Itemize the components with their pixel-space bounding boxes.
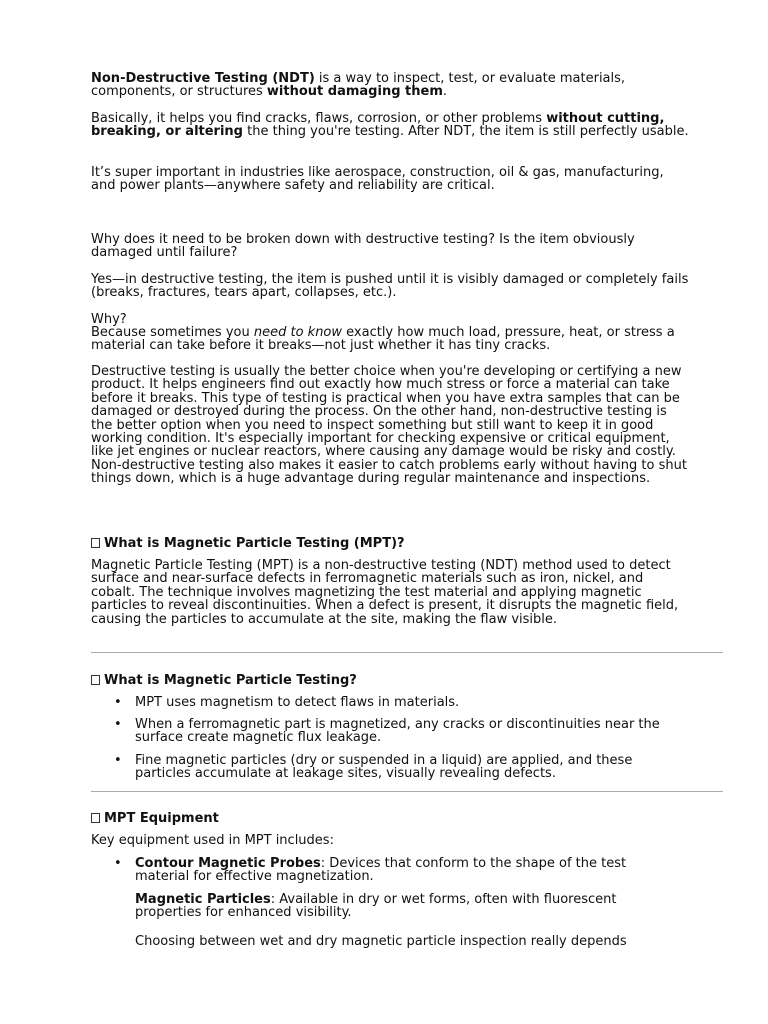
mpt-what-heading: What is Magnetic Particle Testing? [91, 674, 691, 687]
bullet: • [114, 695, 122, 710]
intro-paragraph-3: It’s super important in industries like aerospace, construction, oil & gas, manufacturing, and power plants—anywhere safety and reliability are critical. [91, 165, 664, 194]
answer-paragraph: Yes—in destructive testing, the item is pushed until it is visibly damaged or completely fails (breaks, fractures, tears apart, collapses, etc.). [91, 272, 689, 301]
divider [91, 791, 723, 792]
equipment-heading: MPT Equipment [91, 812, 691, 825]
box-icon [91, 813, 100, 823]
mpt-intro-heading: What is Magnetic Particle Testing (MPT)? [91, 537, 691, 550]
equipment-lead: Key equipment used in MPT includes: [91, 833, 334, 848]
equipment-tail-text: Choosing between wet and dry magnetic particle inspection really depends [135, 934, 627, 949]
why-label: Why? [91, 312, 127, 327]
intro-paragraph-1: Non-Destructive Testing (NDT) is a way to inspect, test, or evaluate materials, components, or structures without damaging them. [91, 71, 626, 100]
bullet: • [114, 717, 122, 732]
mpt-intro-body: Magnetic Particle Testing (MPT) is a non-destructive testing (NDT) method used to detect surface and near-surface defects in ferromagnetic materials such as iron, nickel, and cobalt. The technique involves magnetizing the test material and applying magnetic particles to reveal discontinuities. When a defect is present, it disrupts the magnetic field, causing the particles to accumulate at the site, making the flaw visible. [91, 558, 679, 627]
intro-paragraph-2: Basically, it helps you find cracks, flaws, corrosion, or other problems without cutting, breaking, or altering the thing you're testing. After NDT, the item is still perfectly usable. [91, 111, 689, 140]
equipment-item-magnetic-particles: Magnetic Particles: Available in dry or wet forms, often with fluorescent properties for enhanced visibility. [135, 892, 617, 921]
box-icon [91, 538, 100, 548]
bullet: • [114, 753, 122, 768]
comparison-paragraph: Destructive testing is usually the better choice when you're developing or certifying a new product. It helps engineers find out exactly how much stress or force a material can take before it breaks. This type of testing is practical when you have extra samples that can be damaged or destroyed during the process. On the other hand, non-destructive testing is the better option when you need to inspect something but still want to keep it in good working condition. It's especially important for checking expensive or critical equipment, like jet engines or nuclear reactors, where causing any damage would be risky and costly. Non-destructive testing also makes it easier to catch problems early without having to shut things down, which is a huge advantage during regular maintenance and inspections. [91, 364, 687, 487]
divider [91, 652, 723, 653]
document-page: Non-Destructive Testing (NDT) is a way to inspect, test, or evaluate materials, components, or structures without damaging them. Basically, it helps you find cracks, flaws, corrosion, or other problems without cutting, breaking, or altering the thing you're testing. After NDT, the item is still perfectly usable. It’s super important in industries like aerospace, construction, oil & gas, manufacturing, and power plants—anywhere safety and reliability are critical. Why does it need to be broken down with destructive testing? Is the item obviously damaged until failure? Yes—in destructive testing, the item is pushed until it is visibly damaged or completely fails (breaks, fractures, tears apart, collapses, etc.). Why? Because sometimes you need to know exactly how much load, pressure, heat, or stress a material can take before it breaks—not just whether it has tiny cracks. Destructive testing is usually the better choice when you're developing or certifying a new product. It helps engineers find out exactly how much stress or force a material can take before it breaks. This type of testing is practical when you have extra samples that can be damaged or destroyed during the process. On the other hand, non-destructive testing is the better option when you need to inspect something but still want to keep it in good working condition. It's especially important for checking expensive or critical equipment, like jet engines or nuclear reactors, where causing any damage would be risky and costly. Non-destructive testing also makes it easier to catch problems early without having to shut things down, which is a huge advantage during regular maintenance and inspections. What is Magnetic Particle Testing (MPT)? Magnetic Particle Testing (MPT) is a non-destructive testing (NDT) method used to detect surface and near-surface defects in ferromagnetic materials such as iron, nickel, and cobalt. The technique involves magnetizing the test material and applying magnetic particles to reveal discontinuities. When a defect is present, it disrupts the magnetic field, causing the particles to accumulate at the site, making the flaw visible. What is Magnetic Particle Testing? • MPT uses magnetism to detect flaws in materials. • When a ferromagnetic part is magnetized, any cracks or discontinuities near the surface create magnetic flux leakage. • Fine magnetic particles (dry or suspended in a liquid) are applied, and these particles accumulate at leakage sites, visually revealing defects. MPT Equipment Key equipment used in MPT includes: • Contour Magnetic Probes: Devices that conform to the shape of the test material for effective magnetization. Magnetic Particles: Available in dry or wet forms, often with fluorescent properties for enhanced visibility. Choosing between wet and dry magnetic particle inspection really depends [0, 0, 768, 1024]
box-icon [91, 675, 100, 685]
bullet: • [114, 856, 122, 871]
question-paragraph: Why does it need to be broken down with destructive testing? Is the item obviously damaged until failure? [91, 232, 635, 261]
because-paragraph: Because sometimes you need to know exactly how much load, pressure, heat, or stress a material can take before it breaks—not just whether it has tiny cracks. [91, 325, 675, 354]
